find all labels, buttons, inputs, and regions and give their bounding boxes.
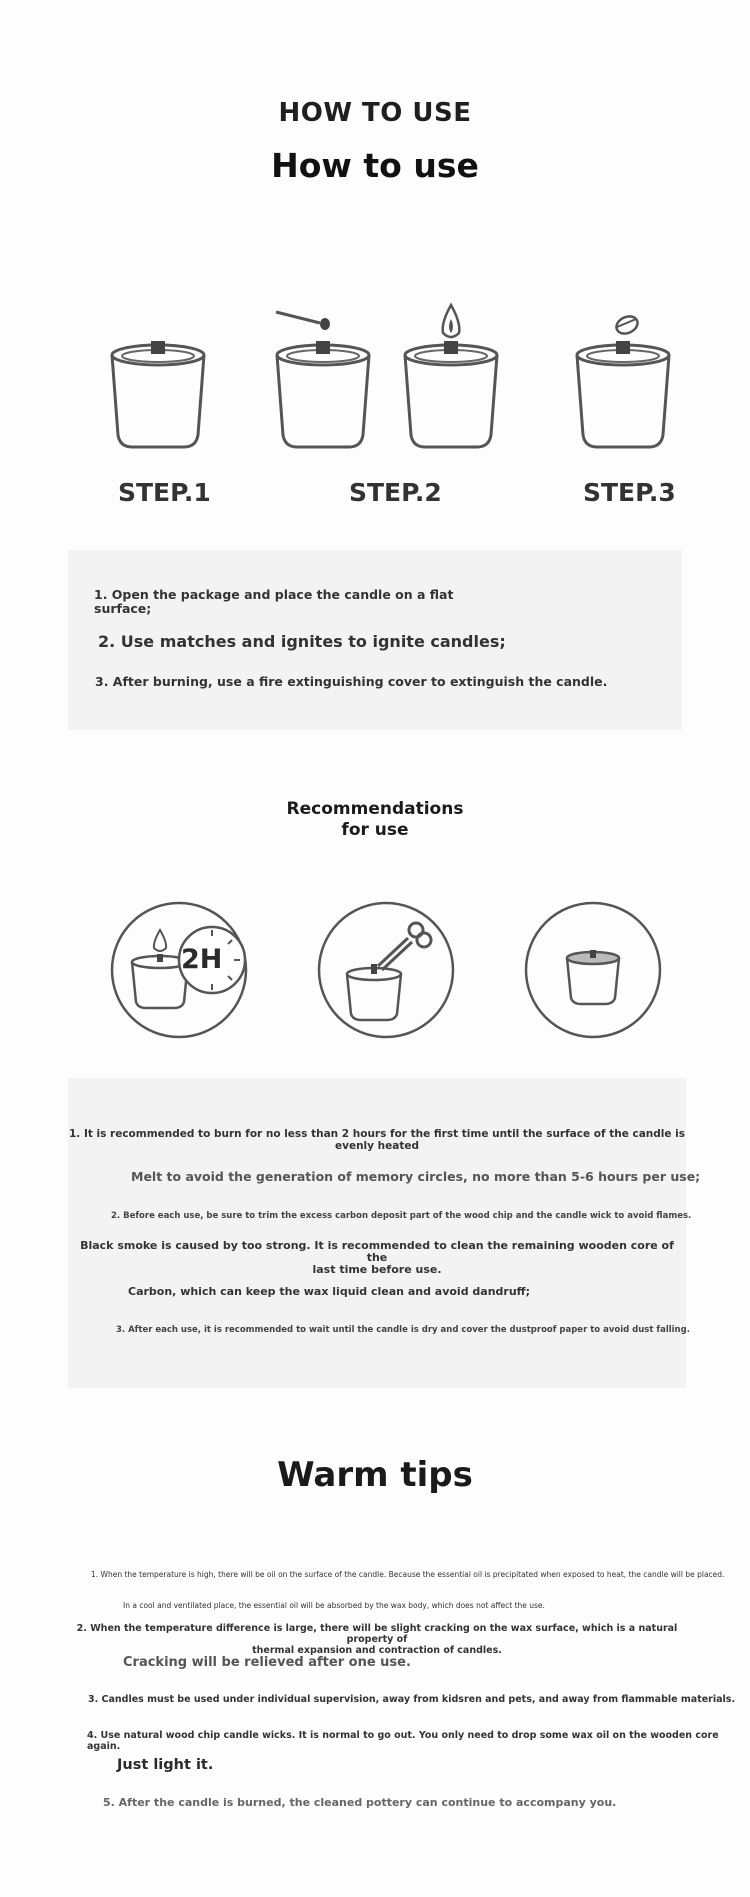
step-2-label: STEP.2 (349, 478, 442, 507)
tip-2-note: Cracking will be relieved after one use. (123, 1655, 411, 1670)
recommendation-2: 2. Before each use, be sure to trim the excess carbon deposit part of the wood chip and the candle wick to avoid flames. (111, 1211, 692, 1221)
dust-cover-icon (526, 903, 660, 1037)
step-3-label: STEP.3 (583, 478, 676, 507)
section-heading-caps: HOW TO USE (278, 98, 472, 128)
recommendations-panel (68, 1078, 686, 1388)
instruction-1-cont: surface; (94, 601, 152, 616)
recommendations-title: Recommendations for use (286, 799, 464, 840)
warm-tips-title: Warm tips (277, 1455, 473, 1495)
clock-label: 2H (181, 944, 223, 975)
tip-1: 1. When the temperature is high, there will be oil on the surface of the candle. Because the essential oil is precipitated when exposed to heat, the candle will be placed. (91, 1570, 725, 1579)
recommendation-3: 3. After each use, it is recommended to wait until the candle is dry and cover the dustproof paper to avoid dust falling. (116, 1325, 690, 1335)
lit-candle-icon (405, 305, 497, 447)
recommendation-1-note: Melt to avoid the generation of memory circles, no more than 5-6 hours per use; (131, 1169, 701, 1184)
burn-time-icon (112, 903, 246, 1037)
tip-3: 3. Candles must be used under individual supervision, away from kidsren and pets, and away from flammable materials. (88, 1694, 736, 1705)
instruction-3: 3. After burning, use a fire extinguishing cover to extinguish the candle. (95, 674, 608, 689)
candle-icon (112, 341, 204, 447)
page-title: How to use (271, 146, 479, 185)
step-illustrations (0, 0, 750, 520)
tip-1-cont: In a cool and ventilated place, the essential oil will be absorbed by the wax body, which does not affect the use. (123, 1601, 545, 1610)
instruction-2: 2. Use matches and ignites to ignite candles; (98, 632, 506, 651)
recommendation-2-cont: Carbon, which can keep the wax liquid clean and avoid dandruff; (128, 1285, 530, 1298)
match-candle-icon (277, 341, 369, 447)
instruction-1: 1. Open the package and place the candle on a flat (94, 587, 454, 602)
step-1-label: STEP.1 (118, 478, 211, 507)
tip-5: 5. After the candle is burned, the cleaned pottery can continue to accompany you. (103, 1796, 617, 1809)
recommendation-icons (0, 890, 750, 1050)
recommendation-2-note: Black smoke is caused by too strong. It is recommended to clean the remaining wooden core of the last time before use. (80, 1239, 674, 1276)
tip-2: 2. When the temperature difference is large, there will be slight cracking on the wax surface, which is a natural property of thermal expansion and contraction of candles. (76, 1623, 678, 1656)
match-icon (276, 312, 330, 330)
recommendation-1: 1. It is recommended to burn for no less than 2 hours for the first time until the surface of the candle is evenly heated (69, 1128, 685, 1152)
trim-wick-icon (319, 903, 453, 1037)
tip-4-note: Just light it. (117, 1757, 214, 1773)
tip-4: 4. Use natural wood chip candle wicks. It is normal to go out. You only need to drop some wax oil on the wooden core again. (87, 1730, 719, 1752)
extinguisher-candle-icon (577, 313, 669, 447)
